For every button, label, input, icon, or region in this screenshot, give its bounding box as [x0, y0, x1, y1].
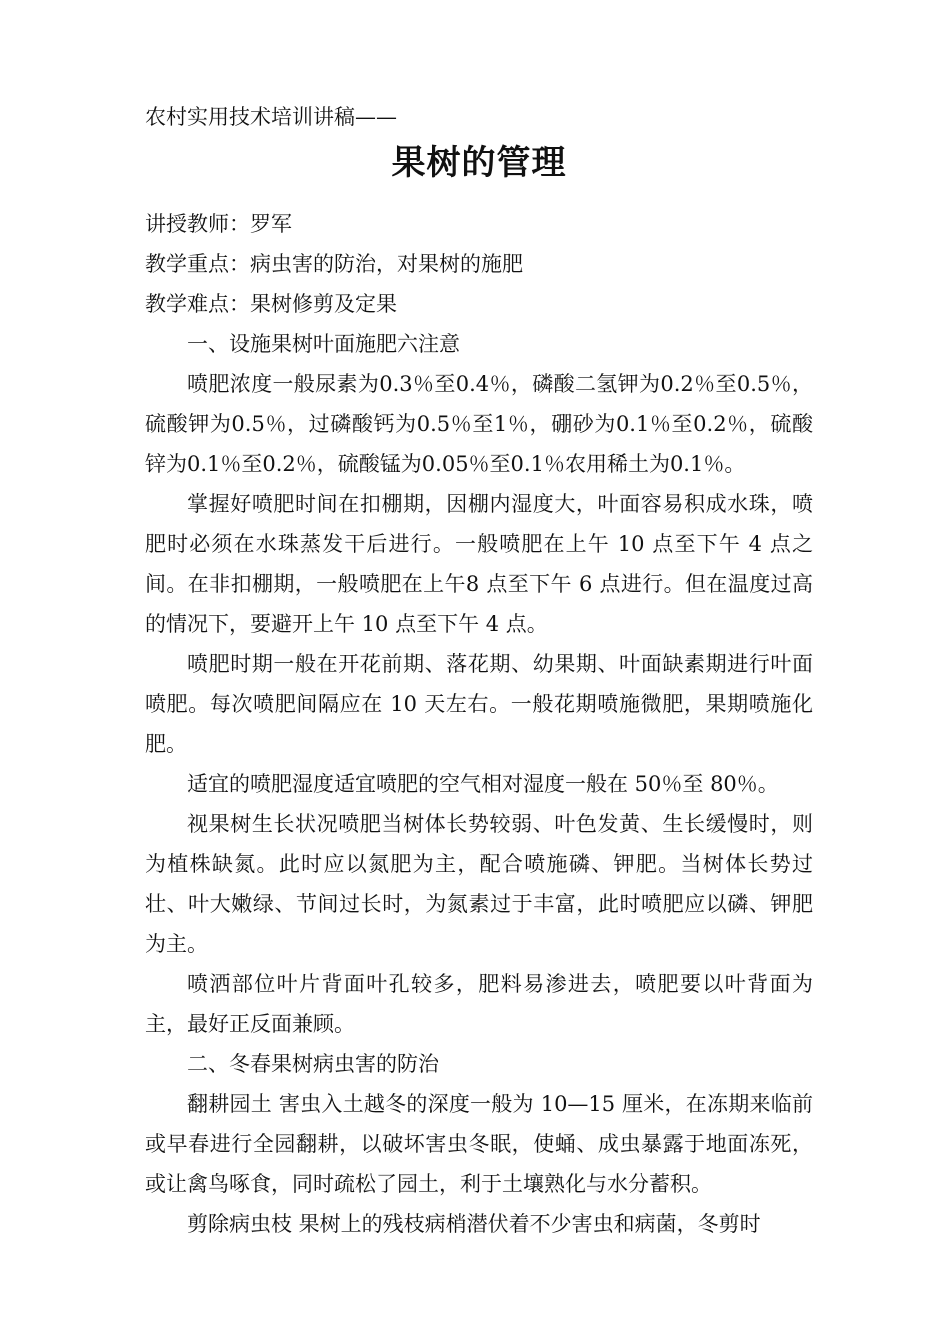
paragraph: 掌握好喷肥时间在扣棚期，因棚内湿度大，叶面容易积成水珠，喷肥时必须在水珠蒸发干后进行。一般喷肥在上午 10 点至下午 4 点之间。在非扣棚期，一般喷肥在上午8 点至下午 6 点进行。但在温度过高的情况下，要避开上午 10 点至下午 4 点。	[145, 492, 813, 636]
paragraph: 适宜的喷肥湿度适宜喷肥的空气相对湿度一般在 50％至 80％。	[187, 772, 779, 796]
difficult-points-line: 教学难点：果树修剪及定果	[145, 292, 397, 316]
paragraph: 剪除病虫枝 果树上的残枝病梢潜伏着不少害虫和病菌，冬剪时	[187, 1212, 761, 1236]
paragraph: 视果树生长状况喷肥当树体长势较弱、叶色发黄、生长缓慢时，则为植株缺氮。此时应以氮肥为主，配合喷施磷、钾肥。当树体长势过壮、叶大嫩绿、节间过长时，为氮素过于丰富，此时喷肥应以磷、钾肥为主。	[145, 812, 813, 956]
document-subtitle: 农村实用技术培训讲稿——	[145, 105, 397, 129]
section-heading-2: 二、冬春果树病虫害的防治	[187, 1052, 439, 1076]
paragraph: 喷肥时期一般在开花前期、落花期、幼果期、叶面缺素期进行叶面喷肥。每次喷肥间隔应在 10 天左右。一般花期喷施微肥，果期喷施化肥。	[145, 652, 813, 756]
paragraph: 翻耕园土 害虫入土越冬的深度一般为 10—15 厘米，在冻期来临前或早春进行全园翻耕，以破坏害虫冬眠，使蛹、成虫暴露于地面冻死，或让禽鸟啄食，同时疏松了园土，利于土壤熟化与水分蓄积。	[145, 1092, 813, 1196]
section-heading-1: 一、设施果树叶面施肥六注意	[187, 332, 460, 356]
document-title: 果树的管理	[391, 143, 567, 183]
teacher-line: 讲授教师：罗军	[145, 212, 292, 236]
paragraph: 喷洒部位叶片背面叶孔较多，肥料易渗进去，喷肥要以叶背面为主，最好正反面兼顾。	[145, 972, 813, 1036]
key-points-line: 教学重点：病虫害的防治，对果树的施肥	[145, 252, 523, 276]
document-body	[145, 102, 813, 1244]
paragraph: 喷肥浓度一般尿素为0.3％至0.4％，磷酸二氢钾为0.2％至0.5％，硫酸钾为0.5％，过磷酸钙为0.5％至1％，硼砂为0.1％至0.2％，硫酸锌为0.1％至0.2％，硫酸锰为0.05％至0.1％农用稀土为0.1％。	[145, 372, 813, 476]
